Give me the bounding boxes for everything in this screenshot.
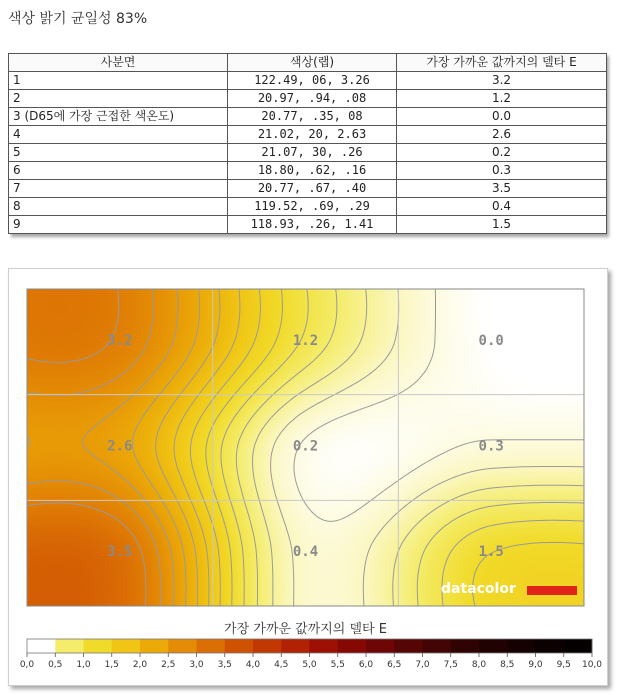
quadrant-value-label: 2.6: [107, 438, 133, 455]
header-quadrant: 사분면: [9, 54, 228, 72]
legend-swatch: [140, 639, 169, 653]
quadrant-table-container: [8, 53, 606, 234]
legend-swatch: [27, 639, 55, 653]
quadrant-cell: 4: [9, 126, 228, 144]
table-row: [9, 198, 607, 216]
color-lab-cell: 20.97, .94, .08: [228, 90, 397, 108]
legend-tick-label: 8,0: [471, 660, 487, 670]
legend-tick-label: 7,0: [415, 660, 430, 670]
legend-tick-label: 0,5: [48, 660, 63, 670]
quadrant-cell: 5: [9, 144, 228, 162]
legend-swatch: [84, 639, 113, 653]
quadrant-value-label: 0.2: [292, 438, 319, 455]
uniformity-heatmap: [9, 269, 607, 685]
legend-tick-label: 7,5: [443, 660, 458, 670]
color-lab-cell: 20.77, .67, .40: [228, 180, 397, 198]
legend-tick-label: 5,5: [330, 660, 345, 670]
legend-tick-label: 2,5: [161, 660, 176, 670]
legend-tick-label: 9,0: [528, 660, 543, 670]
legend-swatch: [338, 639, 367, 653]
delta-e-cell: 1.2: [397, 90, 607, 108]
legend-tick-label: 3,5: [217, 660, 232, 670]
legend-swatch: [253, 639, 282, 653]
legend-tick-label: 6,0: [358, 660, 374, 670]
table-row: [9, 162, 607, 180]
delta-e-cell: 0.2: [397, 144, 607, 162]
delta-e-cell: 0.3: [397, 162, 607, 180]
quadrant-cell: 8: [9, 198, 228, 216]
table-row: [9, 90, 607, 108]
table-row: [9, 216, 607, 234]
legend-swatch: [507, 639, 536, 653]
legend-tick-label: 0,0: [19, 660, 35, 670]
table-row: [9, 180, 607, 198]
quadrant-value-label: 3.5: [107, 544, 133, 561]
legend-swatch: [310, 639, 339, 653]
legend-swatch: [394, 639, 423, 653]
quadrant-value-label: 1.2: [292, 332, 319, 349]
quadrant-value-label: 1.5: [478, 544, 504, 561]
datacolor-logo-bar: [527, 586, 577, 595]
table-header-row: [9, 54, 607, 72]
delta-e-cell: 2.6: [397, 126, 607, 144]
delta-e-cell: 0.4: [397, 198, 607, 216]
legend-tick-label: 10,0: [581, 660, 603, 670]
datacolor-logo-text: datacolor: [441, 581, 516, 597]
legend-title: 가장 가까운 값까지의 델타 E: [224, 622, 387, 637]
legend-swatch: [168, 639, 197, 653]
color-lab-cell: 20.77, .35, 08: [228, 108, 397, 126]
quadrant-cell: 7: [9, 180, 228, 198]
color-legend: [20, 639, 602, 670]
table-row: [9, 126, 607, 144]
legend-tick-label: 4,0: [245, 660, 261, 670]
legend-tick-label: 9,5: [556, 660, 571, 670]
legend-tick-label: 1,5: [104, 660, 119, 670]
delta-e-cell: 3.5: [397, 180, 607, 198]
legend-tick-label: 2,0: [132, 660, 148, 670]
legend-swatch: [451, 639, 480, 653]
quadrant-table: [8, 53, 607, 234]
legend-swatch: [366, 639, 395, 653]
color-lab-cell: 119.52, .69, .29: [228, 198, 397, 216]
legend-tick-label: 4,5: [274, 660, 289, 670]
quadrant-cell: 3 (D65에 가장 근접한 색온도): [9, 108, 228, 126]
color-lab-cell: 18.80, .62, .16: [228, 162, 397, 180]
legend-swatch: [479, 639, 508, 653]
delta-e-cell: 3.2: [397, 72, 607, 90]
legend-tick-label: 1,0: [76, 660, 91, 670]
table-row: [9, 144, 607, 162]
legend-swatch: [281, 639, 310, 653]
legend-swatch: [536, 639, 565, 653]
delta-e-cell: 0.0: [397, 108, 607, 126]
quadrant-value-label: 0.4: [292, 544, 319, 561]
header-delta-e: 가장 가까운 값까지의 델타 E: [397, 54, 607, 72]
legend-tick-label: 3,0: [189, 660, 204, 670]
legend-swatch: [197, 639, 226, 653]
color-lab-cell: 122.49, 06, 3.26: [228, 72, 397, 90]
header-color-lab: 색상(랩): [228, 54, 397, 72]
legend-swatch: [112, 639, 141, 653]
quadrant-value-label: 0.0: [478, 332, 504, 349]
color-lab-cell: 21.02, 20, 2.63: [228, 126, 397, 144]
quadrant-value-label: 0.3: [478, 438, 504, 455]
legend-tick-label: 5,0: [302, 660, 317, 670]
legend-tick-label: 8,5: [500, 660, 515, 670]
delta-e-cell: 1.5: [397, 216, 607, 234]
table-row: [9, 108, 607, 126]
color-lab-cell: 118.93, .26, 1.41: [228, 216, 397, 234]
uniformity-chart-panel: [8, 268, 608, 686]
quadrant-cell: 2: [9, 90, 228, 108]
table-row: [9, 72, 607, 90]
page-title: 색상 밝기 균일성 83%: [8, 11, 148, 27]
legend-swatch: [225, 639, 254, 653]
quadrant-cell: 9: [9, 216, 228, 234]
legend-swatch: [564, 639, 593, 653]
quadrant-cell: 1: [9, 72, 228, 90]
color-lab-cell: 21.07, 30, .26: [228, 144, 397, 162]
quadrant-value-label: 3.2: [107, 332, 133, 349]
legend-tick-label: 6,5: [387, 660, 402, 670]
legend-swatch: [55, 639, 84, 653]
legend-swatch: [423, 639, 452, 653]
quadrant-cell: 6: [9, 162, 228, 180]
